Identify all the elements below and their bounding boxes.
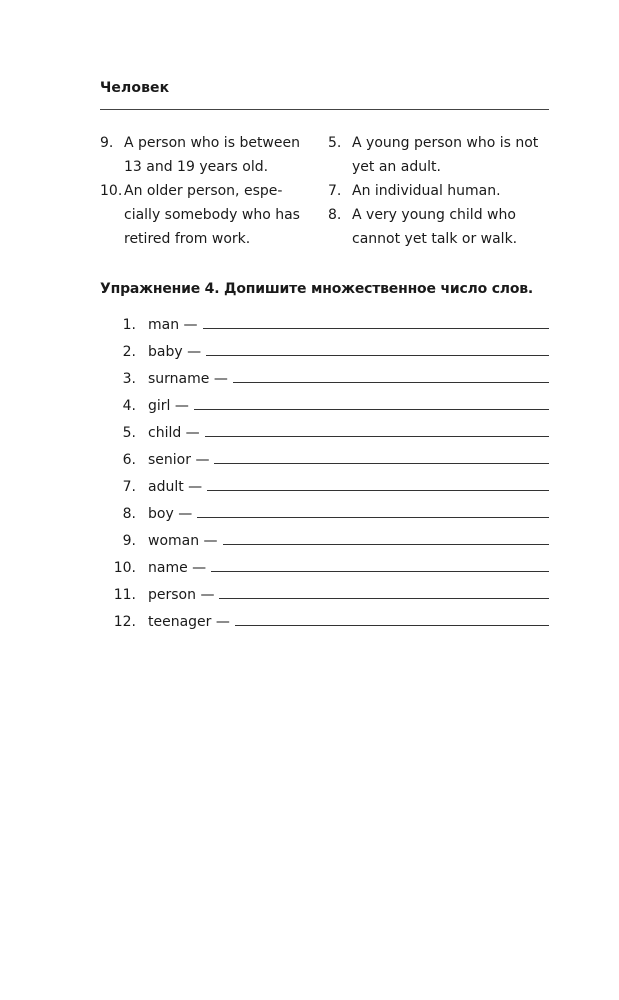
definition-number: 9. [100, 135, 114, 151]
answer-blank-line[interactable] [235, 612, 549, 626]
exercise-item-number: 8. [122, 506, 136, 522]
exercise-item-number: 6. [122, 452, 136, 468]
exercise-item-word: senior — [148, 452, 210, 468]
definition-line: An older person, espe- [124, 183, 283, 199]
definition-item [100, 179, 315, 251]
answer-blank-line[interactable] [197, 504, 549, 518]
definition-line: A young person who is not [352, 135, 539, 151]
exercise-item-number: 10. [113, 560, 136, 576]
exercise-item-number: 12. [113, 614, 136, 630]
exercise-row [100, 504, 549, 531]
answer-blank-line[interactable] [194, 396, 549, 410]
definition-line: cially somebody who has [124, 207, 300, 223]
definition-number: 7. [328, 183, 342, 199]
definitions-left-column [100, 131, 315, 251]
definition-line: retired from work. [124, 231, 251, 247]
exercise-item-word: name — [148, 560, 207, 576]
exercise-instruction: Допишите множественное число слов. [224, 281, 534, 297]
exercise-item-number: 11. [113, 587, 136, 603]
definition-item [328, 131, 553, 179]
answer-blank-line[interactable] [206, 342, 549, 356]
exercise-item-word: man — [148, 317, 198, 333]
exercise-item-number: 5. [122, 425, 136, 441]
definition-number: 10. [100, 183, 123, 199]
exercise-item-number: 9. [122, 533, 136, 549]
exercise-row [100, 558, 549, 585]
definitions-right-column [328, 131, 553, 251]
header-divider [100, 109, 549, 110]
definition-item [100, 131, 315, 179]
exercise-row [100, 450, 549, 477]
answer-blank-line[interactable] [211, 558, 549, 572]
answer-blank-line[interactable] [219, 585, 549, 599]
exercise-item-word: teenager — [148, 614, 230, 630]
answer-blank-line[interactable] [233, 369, 549, 383]
definition-line: yet an adult. [352, 159, 441, 175]
definition-text [124, 131, 315, 179]
definition-text [352, 179, 553, 203]
definition-number: 8. [328, 207, 342, 223]
exercise-row [100, 342, 549, 369]
exercise-item-word: baby — [148, 344, 202, 360]
definition-item [328, 179, 553, 203]
exercise-row [100, 369, 549, 396]
page-header-title: Человек [100, 80, 170, 96]
exercise-row [100, 531, 549, 558]
exercise-item-word: adult — [148, 479, 203, 495]
exercise-item-word: girl — [148, 398, 189, 414]
definition-text [352, 203, 553, 251]
exercise-row [100, 612, 549, 639]
definition-text [124, 179, 315, 251]
exercise-number: Упражнение 4. [100, 281, 220, 297]
exercise-item-number: 3. [122, 371, 136, 387]
exercise-heading [100, 281, 533, 297]
answer-blank-line[interactable] [207, 477, 549, 491]
answer-blank-line[interactable] [214, 450, 549, 464]
answer-blank-line[interactable] [223, 531, 549, 545]
exercise-item-word: boy — [148, 506, 193, 522]
definition-item [328, 203, 553, 251]
exercise-item-word: person — [148, 587, 215, 603]
exercise-item-word: child — [148, 425, 200, 441]
definition-line: A person who is between [124, 135, 300, 151]
exercise-row [100, 585, 549, 612]
exercise-row [100, 423, 549, 450]
definition-line: 13 and 19 years old. [124, 159, 269, 175]
exercise-row [100, 315, 549, 342]
definition-line: An individual human. [352, 183, 501, 199]
answer-blank-line[interactable] [205, 423, 549, 437]
exercise-row [100, 396, 549, 423]
exercise-item-word: surname — [148, 371, 228, 387]
definition-line: A very young child who [352, 207, 516, 223]
exercise-item-number: 2. [122, 344, 136, 360]
definition-text [352, 131, 553, 179]
definition-number: 5. [328, 135, 342, 151]
exercise-item-number: 4. [122, 398, 136, 414]
definition-line: cannot yet talk or walk. [352, 231, 518, 247]
exercise-item-number: 7. [122, 479, 136, 495]
exercise-row [100, 477, 549, 504]
exercise-list [100, 315, 549, 639]
answer-blank-line[interactable] [203, 315, 549, 329]
exercise-item-number: 1. [122, 317, 136, 333]
exercise-item-word: woman — [148, 533, 218, 549]
